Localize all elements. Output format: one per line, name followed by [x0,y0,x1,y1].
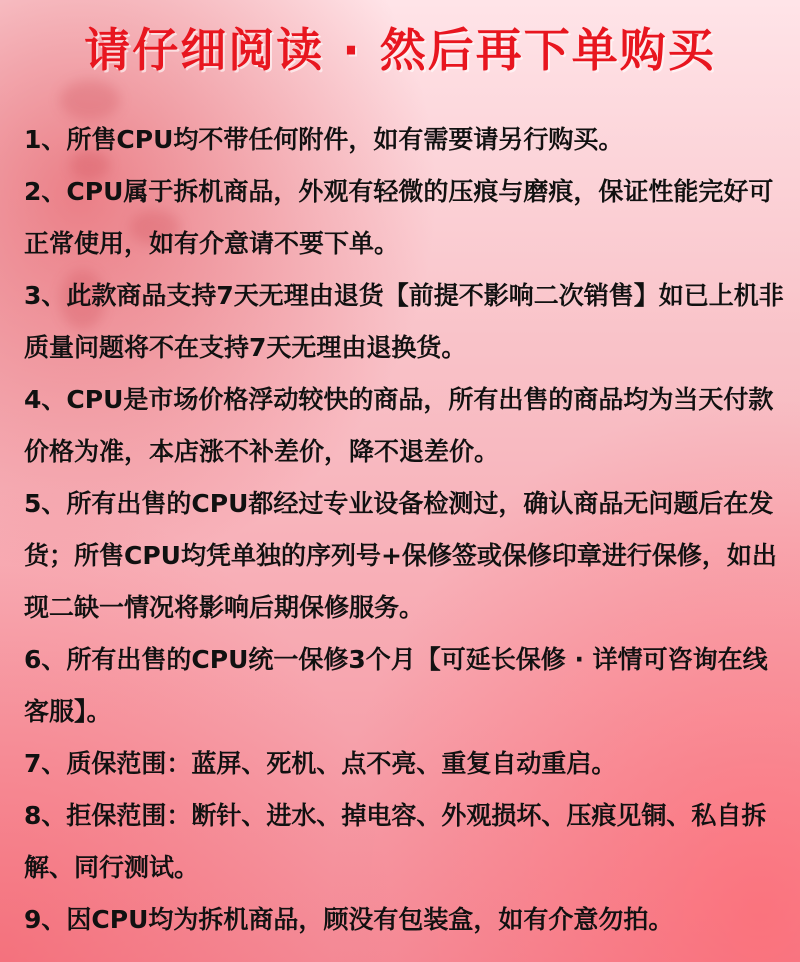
page-title: 请仔细阅读 · 然后再下单购买 [84,23,716,77]
rule-item: 2、CPU属于拆机商品，外观有轻微的压痕与磨痕，保证性能完好可正常使用，如有介意请不要下单。 [24,177,774,258]
rule-item: 1、所售CPU均不带任何附件，如有需要请另行购买。 [24,125,624,154]
rule-item: 7、质保范围：蓝屏、死机、点不亮、重复自动重启。 [24,749,617,778]
rule-item: 6、所有出售的CPU统一保修3个月【可延长保修 · 详情可咨询在线客服】。 [24,645,768,726]
rule-item: 4、CPU是市场价格浮动较快的商品，所有出售的商品均为当天付款价格为准，本店涨不补差价，降不退差价。 [24,385,774,466]
rule-item: 5、所有出售的CPU都经过专业设备检测过，确认商品无问题后在发货；所售CPU均凭单独的序列号+保修签或保修印章进行保修，如出现二缺一情况将影响后期保修服务。 [24,489,777,622]
rule-item: 8、拒保范围：断针、进水、掉电容、外观损坏、压痕见铜、私自拆解、同行测试。 [24,801,767,882]
rule-item: 9、因CPU均为拆机商品，顾没有包装盒，如有介意勿拍。 [24,905,674,934]
rules-list [24,114,784,946]
rule-item: 3、此款商品支持7天无理由退货【前提不影响二次销售】如已上机非质量问题将不在支持7天无理由退换货。 [24,281,784,362]
